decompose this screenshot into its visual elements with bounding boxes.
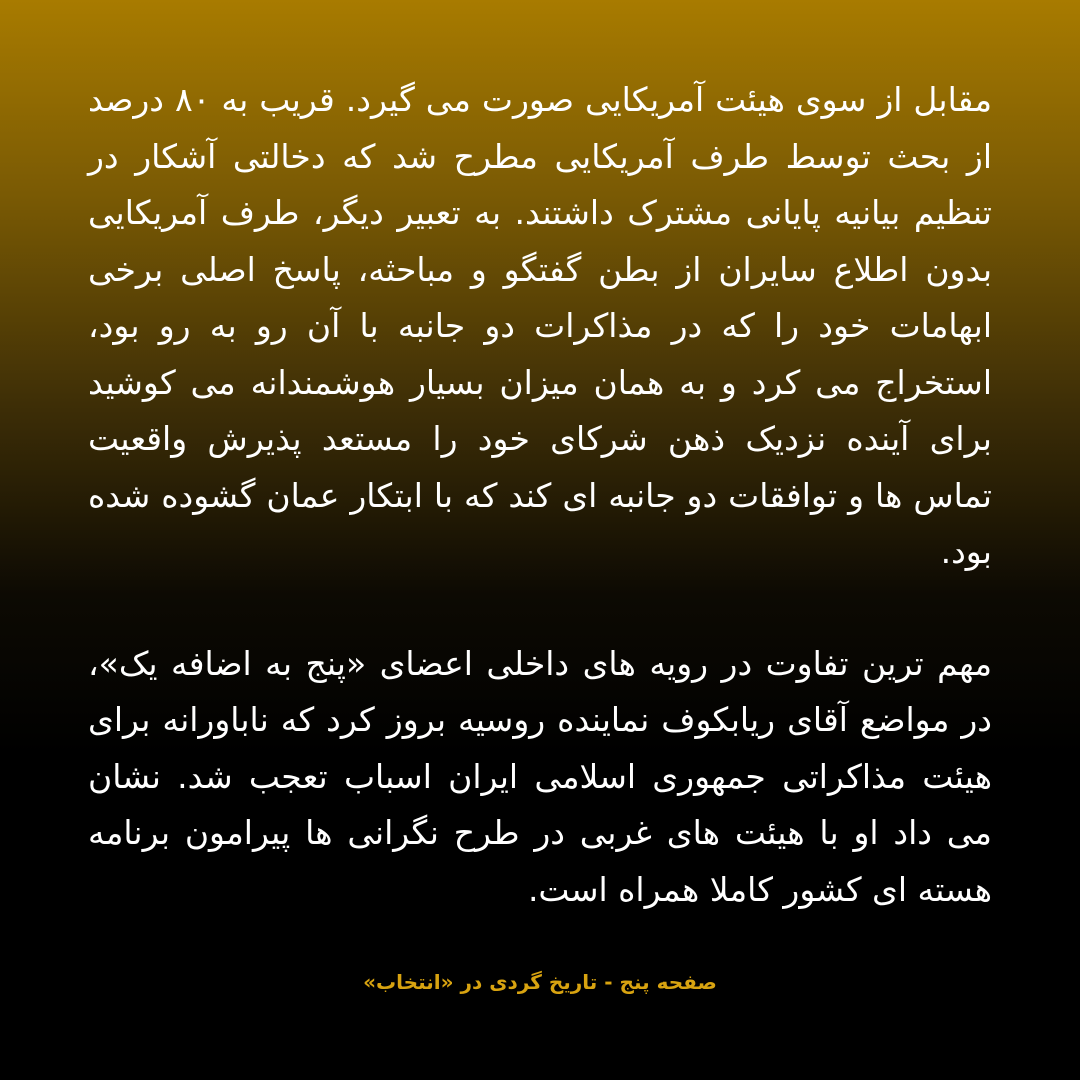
article-body <box>88 72 992 1080</box>
paragraph-2: مهم ترین تفاوت در رویه های داخلی اعضای «پنج به اضافه یک»، در مواضع آقای ریابکوف نماینده روسیه بروز کرد که ناباورانه برای هیئت مذاکراتی جمهوری اسلامی ایران اسباب تعجب شد. نشان می داد او با هیئت های غربی در طرح نگرانی ها پیرامون برنامه هسته ای کشور کاملا همراه است. <box>88 643 992 909</box>
paragraph-1: مقابل از سوی هیئت آمریکایی صورت می گیرد. قریب به ۸۰ درصد از بحث توسط طرف آمریکایی مطرح شد که دخالتی آشکار در تنظیم بیانیه پایانی مشترک داشتند. به تعبیر دیگر، طرف آمریکایی بدون اطلاع سایران از بطن گفتگو و مباحثه، پاسخ اصلی برخی ابهامات خود را که در مذاکرات دو جانبه با آن رو به رو بود، استخراج می کرد و به همان میزان بسیار هوشمندانه می کوشید برای آینده نزدیک ذهن شرکای خود را مستعد پذیرش واقعیت تماس ها و توافقات دو جانبه ای کند که با ابتکار عمان گشوده شده بود. <box>88 80 993 571</box>
page-footer-caption: صفحه پنج - تاریخ گردی در «انتخاب» <box>363 970 717 994</box>
